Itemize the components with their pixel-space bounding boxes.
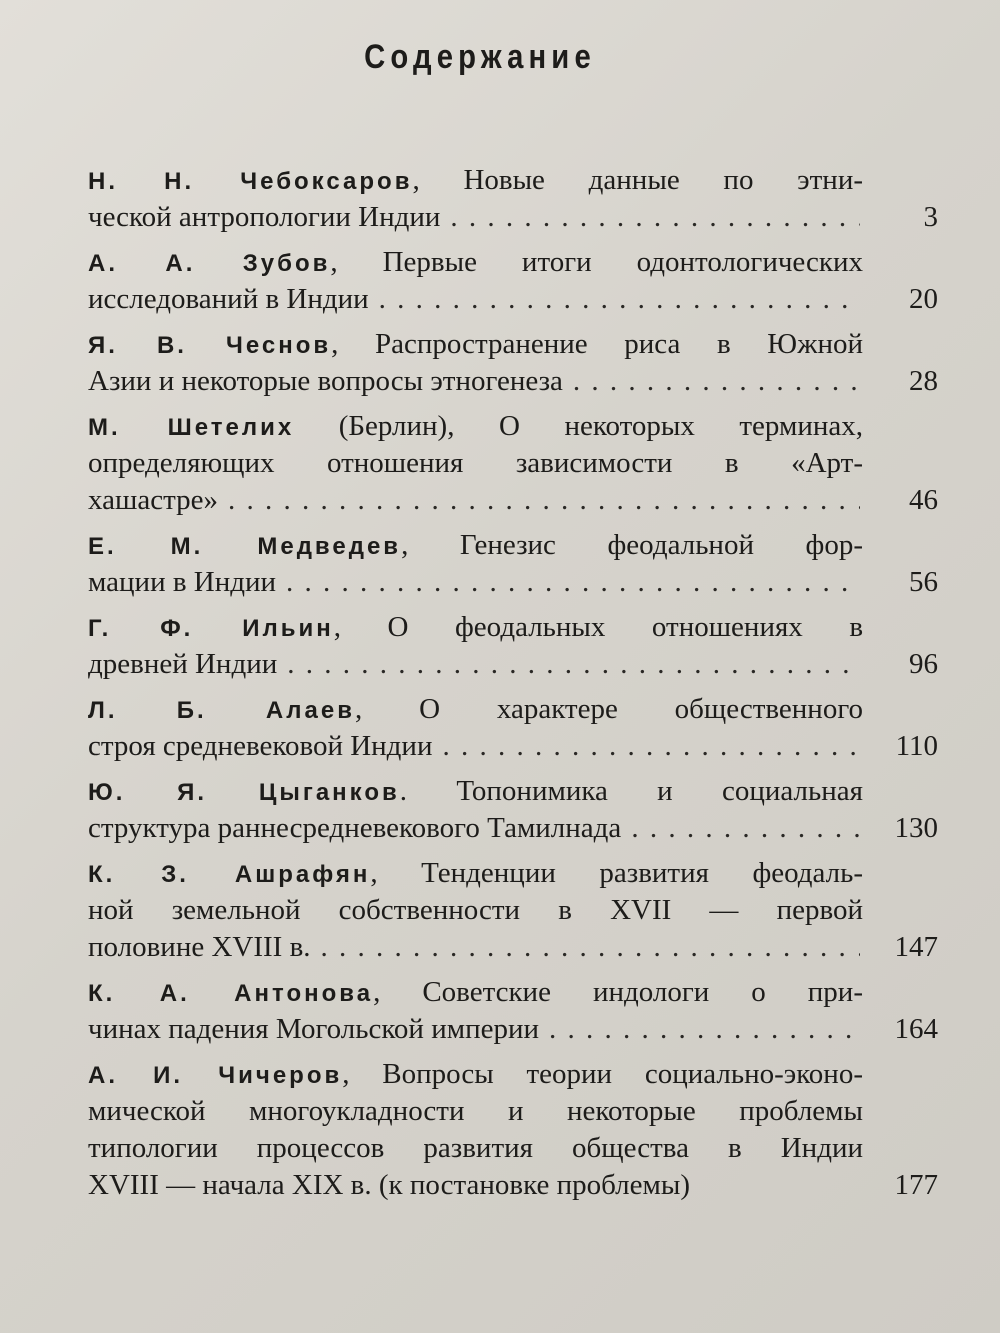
entry-title-line: мической многоукладности и некоторые проблемы [88,1095,863,1127]
entry-title-line: Распространение риса в Южной [374,328,864,360]
entry-title-line: ной земельной собственности в XVII — первой [88,894,863,926]
toc-entry: Н. Н. Чебоксаров, Новые данные по этни- ческой антропологии Индии . . . 3 [88,162,938,236]
toc-entry: Я. В. Чеснов, Распространение риса в Южной Азии и некоторые вопросы этногенеза . . . 28 [88,326,938,400]
entry-title-line: О характере общественного [419,693,863,725]
leader-dots [286,564,860,601]
toc-entry: Ю. Я. Цыганков. Топонимика и социальная структура раннесредневекового Тамилнада . . . 130 [88,773,938,847]
entry-author: А. И. Чичеров [88,1062,343,1089]
entry-title-line: Топонимика и социальная [456,775,863,807]
entry-title-line: исследований в Индии [88,283,369,315]
entry-title-line: Азии и некоторые вопросы этногенеза [88,365,563,397]
entry-author: Г. Ф. Ильин [88,615,334,642]
entry-title-line: Вопросы теории социально-эконо- [382,1058,863,1090]
leader-dots [379,281,860,318]
entry-title-line: Тенденции развития феодаль- [421,857,864,889]
entry-title-line: хашастре» [88,484,218,516]
toc-entry: Л. Б. Алаев, О характере общественного строя средневековой Индии . . . 110 [88,691,938,765]
entry-author: Ю. Я. Цыганков [88,779,400,806]
leader-dots [321,929,860,966]
page-number: 3 [923,201,938,233]
toc-entry: А. И. Чичеров, Вопросы теории социально-эконо- мической многоукладности и некоторые проблемы типологии процессов развития общества в Индии XVIII — начала XIX в. (к постановке проблемы) 177 [88,1056,938,1204]
toc-entry [88,408,938,519]
entry-author: А. А. Зубов [88,250,331,277]
entry-author: М. Шетелих [88,414,295,441]
page-number: 56 [909,566,938,598]
toc-entry: К. А. Антонова, Советские индологи о при- чинах падения Могольской империи . . . 164 [88,974,938,1048]
entry-title-line: Генезис феодальной фор- [459,529,863,561]
page-number: 110 [895,730,938,762]
leader-dots [228,482,860,519]
toc-entry: Г. Ф. Ильин, О феодальных отношениях в древней Индии . . . 96 [88,609,938,683]
page-number: 20 [909,283,938,315]
entry-title-line: половине XVIII в. [88,931,311,963]
entry-title-line: ческой антропологии Индии [88,201,441,233]
entry-title-line: структура раннесредневекового Тамилнада [88,812,622,844]
leader-dots [549,1011,860,1048]
entry-title-line: строя средневековой Индии [88,730,433,762]
entry-title-line: мации в Индии [88,566,277,598]
entry-title-line: чинах падения Могольской империи [88,1013,540,1045]
entry-title-line: древней Индии [88,648,278,680]
leader-dots [442,728,860,765]
entry-title-line: типологии процессов развития общества в Индии [88,1132,863,1164]
leader-dots [450,199,860,236]
page-number: 164 [894,1013,938,1045]
toc-entry: А. А. Зубов, Первые итоги одонтологических исследований в Индии . . . 20 [88,244,938,318]
page-number: 177 [894,1169,938,1201]
leader-dots [573,363,860,400]
page-number: 96 [909,648,938,680]
leader-dots [287,646,860,683]
entry-title-line: XVIII — начала XIX в. (к постановке проблемы) [88,1169,690,1201]
entry-title-line: Первые итоги одонтологических [382,246,864,278]
leader-dots [631,810,860,847]
entry-title-line: Советские индологи о при- [422,976,863,1008]
entry-title-line: определяющих отношения зависимости в «Арт- [88,447,863,479]
entry-author: К. А. Антонова [88,980,374,1007]
toc-entry: К. З. Ашрафян, Тенденции развития феодаль- ной земельной собственности в XVII — первой половине XVIII в. . . . 147 [88,855,938,966]
entry-author: Е. М. Медведев [88,533,402,560]
entry-title-line: (Берлин), О некоторых терминах, [338,410,863,442]
entry-title-line: Новые данные по этни- [463,164,863,196]
entry-title-line: О феодальных отношениях в [387,611,864,643]
page-number: 28 [909,365,938,397]
entry-author: Н. Н. Чебоксаров [88,168,413,195]
toc-entry: Е. М. Медведев, Генезис феодальной фор- мации в Индии . . . 56 [88,527,938,601]
page-title: Содержание [364,38,596,76]
table-of-contents [88,162,938,1212]
page-number: 46 [909,484,938,516]
page-number: 130 [894,812,938,844]
entry-author: Я. В. Чеснов [88,332,332,359]
page-number: 147 [894,931,938,963]
entry-author: Л. Б. Алаев [88,697,355,724]
entry-author: К. З. Ашрафян [88,861,371,888]
